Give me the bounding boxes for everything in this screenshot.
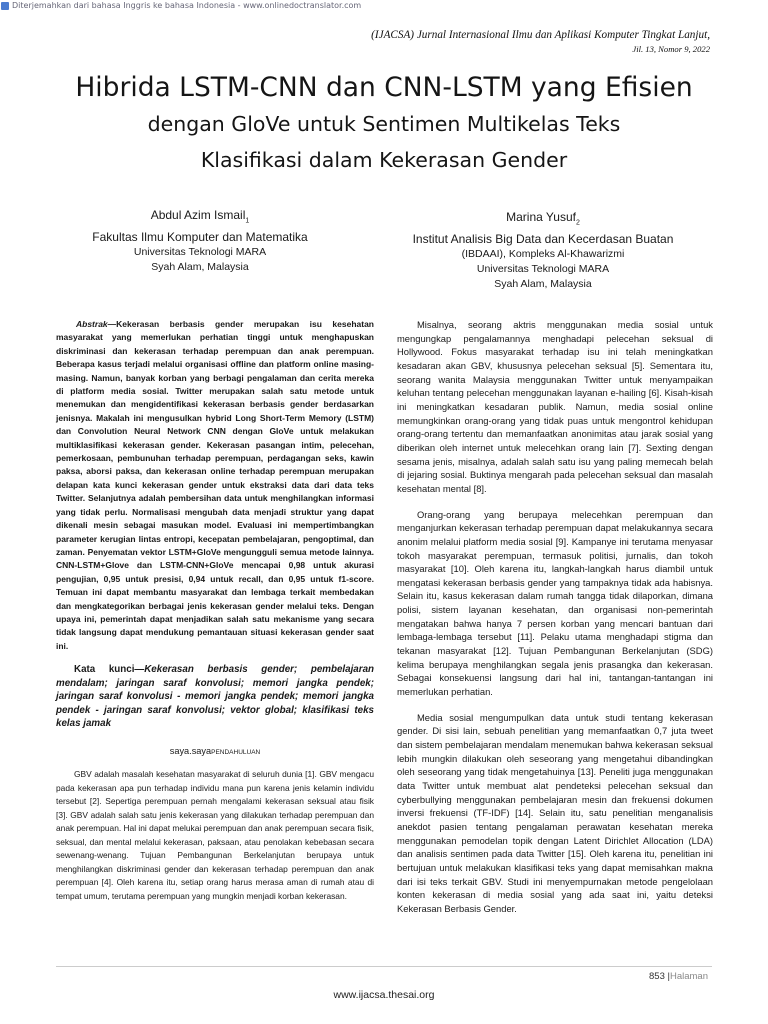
title-line-2: dengan GloVe untuk Sentimen Multikelas Teks [147,112,621,136]
author-affiliation: Institut Analisis Big Data dan Kecerdasan Buatan [412,232,674,247]
body-paragraph-1: Misalnya, seorang aktris menggunakan media sosial untuk mengungkap pengalamannya menghadapi pelecehan seksual di Hollywood. Fokus masyarakat terhadap isu ini telah meningkatkan kesadaran akan GBV, khususnya pelecehan seksual [5]. Sementara itu, seorang wanita Malaysia menggunakan Twitter untuk menyampaikan keluhan tentang pelecehan menggunakan layanan e-hailing [6]. Kisah-kisah ini meningkatkan kesadaran publik. Namun, media sosial online memungkinkan orang-orang yang tidak puas untuk mengontrol kehidupan orang-orang tertentu dan memanfaatkan anonimitas atau jarak sosial yang diberikan oleh internet untuk melecehkan orang lain [7]. Sexting dengan sesama jenis, misalnya, adalah salah satu isu yang paling memecah belah di jejaring sosial. Buktinya mengarah pada pelecehan seksual dan masalah kesehatan mental [8]. [397,319,713,494]
intro-paragraph: GBV adalah masalah kesehatan masyarakat di seluruh dunia [1]. GBV mengacu pada kekerasan apa pun terhadap individu mana pun karena jenis kelamin individu tersebut [2]. Sepertiga perempuan pernah mengalami kekerasan seksual atau fisik [3]. GBV adalah salah satu jenis kekerasan yang dilakukan terhadap perempuan dan anak perempuan. Hal ini dapat melukai perempuan dan anak perempuan secara fisik, seksual, dan mental melalui kekerasan, paksaan, atau penolakan kebebasan secara sewenang-wenang. Tujuan Pembangunan Berkelanjutan berupaya untuk menghilangkan diskriminasi gender dan kekerasan terhadap perempuan dan anak perempuan [4]. Oleh karena itu, setiap orang harus merasa aman di rumah atau di tempat umum, terutama perempuan yang mungkin menjadi korban kekerasan. [56,769,374,901]
author-location: Syah Alam, Malaysia [494,278,592,291]
page-number: 853 |Halaman [649,971,708,982]
section-prefix: saya.saya [169,745,212,756]
section-name: PENDAHULUAN [211,748,261,756]
keywords-label: Kata kunci— [74,664,145,676]
translator-logo-icon [1,2,9,10]
translator-banner[interactable] [0,0,361,11]
abstract [56,318,374,653]
body-paragraph-2: Orang-orang yang berupaya melecehkan perempuan dan menganjurkan kekerasan terhadap perempuan dapat melakukannya secara anonim melalui platform media sosial [9]. Kampanye ini terutama menyasar tokoh masyarakat perempuan, termasuk politisi, jurnalis, dan tokoh masyarakat [10]. Oleh karena itu, langkah-langkah harus diambil untuk mengatasi kekerasan berbasis gender yang tampaknya tidak ada habisnya. Selain itu, kasus kekerasan dalam rumah tangga tidak dilaporkan, dimana polisi, sistem layanan kesehatan, dan organisasi non-pemerintah mengatakan bahwa hanya 7 persen korban yang mencari bantuan dari lembaga-lembaga tersebut [11]. Pelaku utama menghadapi stigma dan tekanan masyarakat [12]. Tujuan Pembangunan Berkelanjutan (SDG) kelima berupaya menghilangkan segala jenis prasangka dan kekerasan. Sebagai konsekuensi langsung dari hal ini, tantangan-tantangan ini memerlukan perhatian. [397,508,713,698]
right-column [397,318,713,928]
journal-header [371,29,710,54]
author-mark: 2 [575,219,580,227]
author-name: Marina Yusuf$_2$ [506,210,580,227]
journal-name: (IJACSA) Jurnal Internasional Ilmu dan Aplikasi Komputer Tingkat Lanjut, [371,29,710,41]
author-affiliation-2: (IBDAAI), Kompleks Al-Khawarizmi [461,248,625,261]
section-heading [56,745,374,759]
body-paragraph-3: Media sosial mengumpulkan data untuk studi tentang kekerasan gender. Di sisi lain, sebuah penelitian yang memanfaatkan 0,7 juta tweet dan sistem pembelajaran mendalam menemukan bahwa kekerasan seksual lebih mungkin dilakukan oleh seseorang yang mengetahui dibandingkan oleh seseorang yang tidak mengetahuinya [13]. Peneliti juga menggunakan data Twitter untuk membuat alat pendeteksi pelecehan seksual dan cyberbullying menggunakan pembelajaran mesin dan frekuensi dokumen inversi frekuensi (TF-IDF) [14]. Selain itu, satu penelitian menganalisis anekdot pasien tentang pengalaman perawatan kesehatan mereka menggunakan pemodelan topik dengan Latent Dirichlet Allocation (LDA) dan analisis sentimen pada data Twitter [15]. Oleh karena itu, penelitian ini bertujuan untuk melakukan klasifikasi teks yang dapat memisahkan makna dari isi teks terkait GBV. Studi ini menyempurnakan metode pengelolaan konten kekerasan di media sosial yang ada saat ini, yaitu deteksi Kekerasan Berbasis Gender. [397,711,713,914]
paper-title [0,70,768,178]
abstract-text: —Kekerasan berbasis gender merupakan isu kesehatan masyarakat yang memerlukan perhatian tinggi untuk menghapuskan diskriminasi dan kekerasan terhadap perempuan dan anak perempuan. Beberapa kasus terjadi melalui organisasi offline dan platform online masing-masing. Namun, banyak korban yang berbagi pengalaman dan cerita mereka di platform media sosial. Twitter merupakan salah satu metode untuk menemukan dan mengidentifikasi kekerasan berbasis gender berdasarkan jenisnya. Makalah ini mengusulkan hybrid Long Short-Term Memory (LSTM) dan Convolution Neural Network CNN dengan GloVe untuk melakukan multiklasifikasi kekerasan gender. Kekerasan pasangan intim, pelecehan, pemerkosaan, pembunuhan terhadap perempuan, perdagangan seks, kawin paksa, aborsi paksa, dan kekerasan online terhadap perempuan merupakan delapan kata kunci kekerasan gender untuk ekstraksi data dari data teks Twitter. Selanjutnya adalah pembersihan data untuk menghilangkan informasi yang tidak perlu. Normalisasi mengubah data menjadi struktur yang dapat dikenali mesin sebagai masukan model. Evaluasi ini mempertimbangkan parameter kerugian lintas entropi, kecepatan pembelajaran, pengoptimal, dan zaman. Penyematan vektor LSTM+GloVe mengungguli semua metode lainnya. CNN-LSTM+Glove dan LSTM-CNN+GloVe mencapai 0,98 untuk akurasi pengujian, 0,95 untuk presisi, 0,94 untuk recall, dan 0,95 untuk f1-score. Temuan ini dapat membantu masyarakat dan lembaga terkait membedakan dan mengkategorikan berbagai jenis kekerasan gender melalui teks. Dengan upaya ini, pemerintah dapat menjadikan salah satu mekanisme yang secara tidak langsung dapat mendukung pemantauan situasi kekerasan gender saat ini. [56,319,374,651]
author-2-block [398,209,688,292]
author-affiliation: Fakultas Ilmu Komputer dan Matematika [92,230,308,245]
author-name: Abdul Azim Ismail$_1$ [150,208,250,225]
translator-banner-text[interactable]: Diterjemahkan dari bahasa Inggris ke bahasa Indonesia - www.onlinedoctranslator.com [12,1,362,10]
keywords-text: Kekerasan berbasis gender; pembelajaran mendalam; jaringan saraf konvolusi; memori jangka pendek; jaringan saraf konvolusi - memori jangka pendek; memori jangka pendek - jaringan saraf konvolusi; vektor global; klasifikasi teks kelas jamak [56,664,374,730]
author-institution: Universitas Teknologi MARA [133,246,267,259]
left-column [56,318,374,903]
title-line-1: Hibrida LSTM-CNN dan CNN-LSTM yang Efisien [75,72,693,103]
keywords [56,663,374,731]
journal-url[interactable]: www.ijacsa.thesai.org [333,989,435,1001]
author-mark: 1 [245,217,250,225]
title-line-3: Klasifikasi dalam Kekerasan Gender [200,148,568,172]
footer-divider [56,966,712,967]
author-location: Syah Alam, Malaysia [151,261,249,274]
abstract-label: Abstrak [76,319,108,329]
author-1-block [70,207,330,275]
journal-volume: Jil. 13, Nomor 9, 2022 [632,44,710,54]
author-institution: Universitas Teknologi MARA [476,263,610,276]
